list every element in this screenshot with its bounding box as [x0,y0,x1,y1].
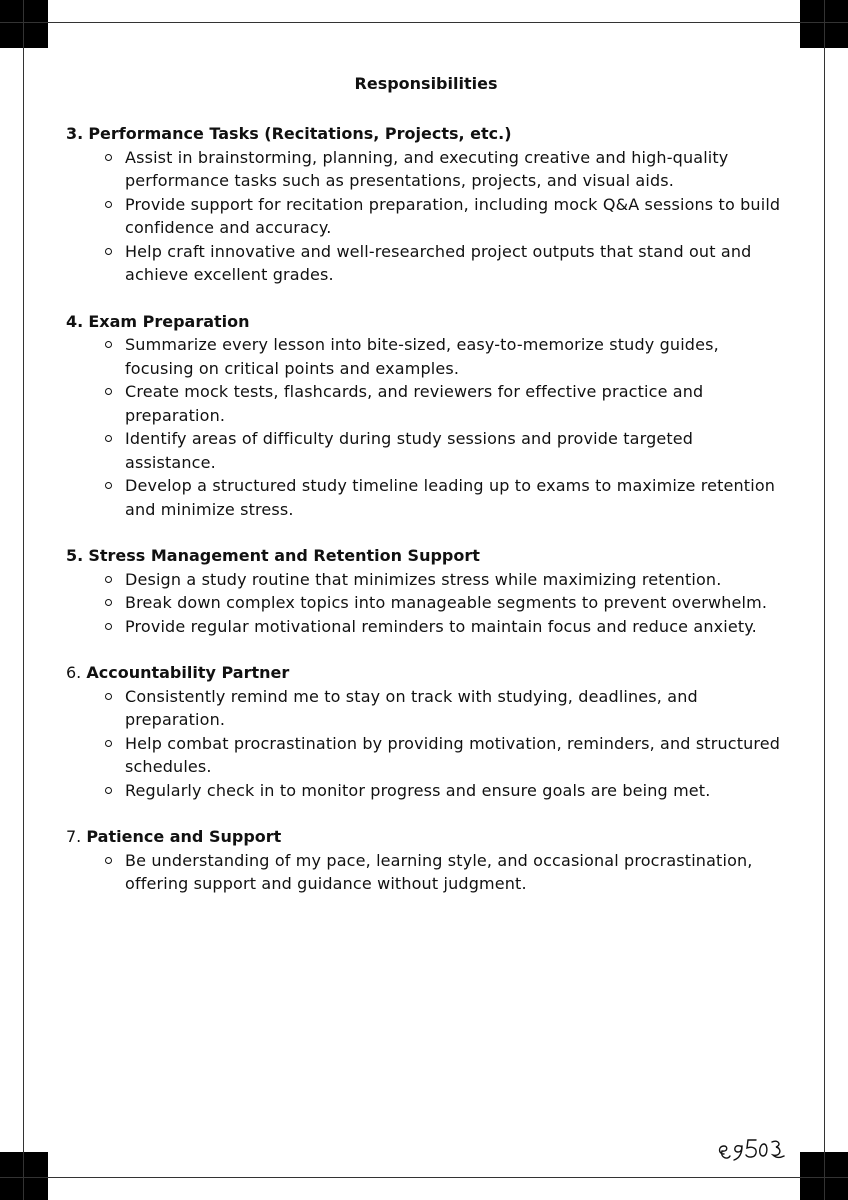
section-heading [66,122,786,146]
section-heading [66,825,786,849]
section-exam-preparation [66,310,786,522]
section-patience-support [66,825,786,896]
section-title: Patience and Support [86,827,282,846]
frame-line-right [824,0,825,1200]
list-item: Design a study routine that minimizes stress while maximizing retention. [125,568,786,592]
section-number: 6. [66,663,82,682]
list-item: Regularly check in to monitor progress and ensure goals are being met. [125,779,786,803]
section-accountability-partner [66,661,786,802]
bullet-list [66,849,786,896]
section-number: 3. [66,124,84,143]
list-item: Provide regular motivational reminders to maintain focus and reduce anxiety. [125,615,786,639]
section-heading [66,310,786,334]
list-item: Help combat procrastination by providing motivation, reminders, and structured schedules. [125,732,786,779]
bullet-list [66,146,786,287]
list-item: Help craft innovative and well-researched project outputs that stand out and achieve excellent grades. [125,240,786,287]
list-item: Provide support for recitation preparation, including mock Q&A sessions to build confidence and accuracy. [125,193,786,240]
frame-corner-bottom-left [0,1152,48,1200]
frame-line-left [23,0,24,1200]
list-item: Assist in brainstorming, planning, and executing creative and high-quality performance tasks such as presentations, projects, and visual aids. [125,146,786,193]
section-number: 4. [66,311,84,331]
frame-line-top [0,22,848,23]
section-title: Performance Tasks (Recitations, Projects, etc.) [88,124,512,143]
section-heading [66,544,786,568]
section-stress-management [66,544,786,638]
frame-line-bottom [0,1177,848,1178]
list-item: Break down complex topics into manageable segments to prevent overwhelm. [125,591,786,615]
section-title: Accountability Partner [86,663,290,682]
document-body [66,74,786,919]
list-item: Develop a structured study timeline leading up to exams to maximize retention and minimize stress. [125,474,786,521]
bullet-list [66,685,786,803]
frame-corner-top-left [0,0,48,48]
signature [716,1132,786,1164]
list-item: Summarize every lesson into bite-sized, easy-to-memorize study guides, focusing on critical points and examples. [125,333,786,380]
section-number: 7. [66,827,82,846]
page-title: Responsibilities [354,74,498,93]
section-title: Exam Preparation [88,311,250,331]
section-number: 5. [66,546,84,565]
list-item: Identify areas of difficulty during study sessions and provide targeted assistance. [125,427,786,474]
section-heading [66,661,786,685]
bullet-list [66,568,786,639]
section-performance-tasks [66,122,786,287]
bullet-list [66,333,786,521]
signature-mark-icon [716,1132,786,1164]
list-item: Be understanding of my pace, learning style, and occasional procrastination, offering support and guidance without judgment. [125,849,786,896]
section-title: Stress Management and Retention Support [88,546,480,565]
list-item: Consistently remind me to stay on track with studying, deadlines, and preparation. [125,685,786,732]
list-item: Create mock tests, flashcards, and reviewers for effective practice and preparation. [125,380,786,427]
